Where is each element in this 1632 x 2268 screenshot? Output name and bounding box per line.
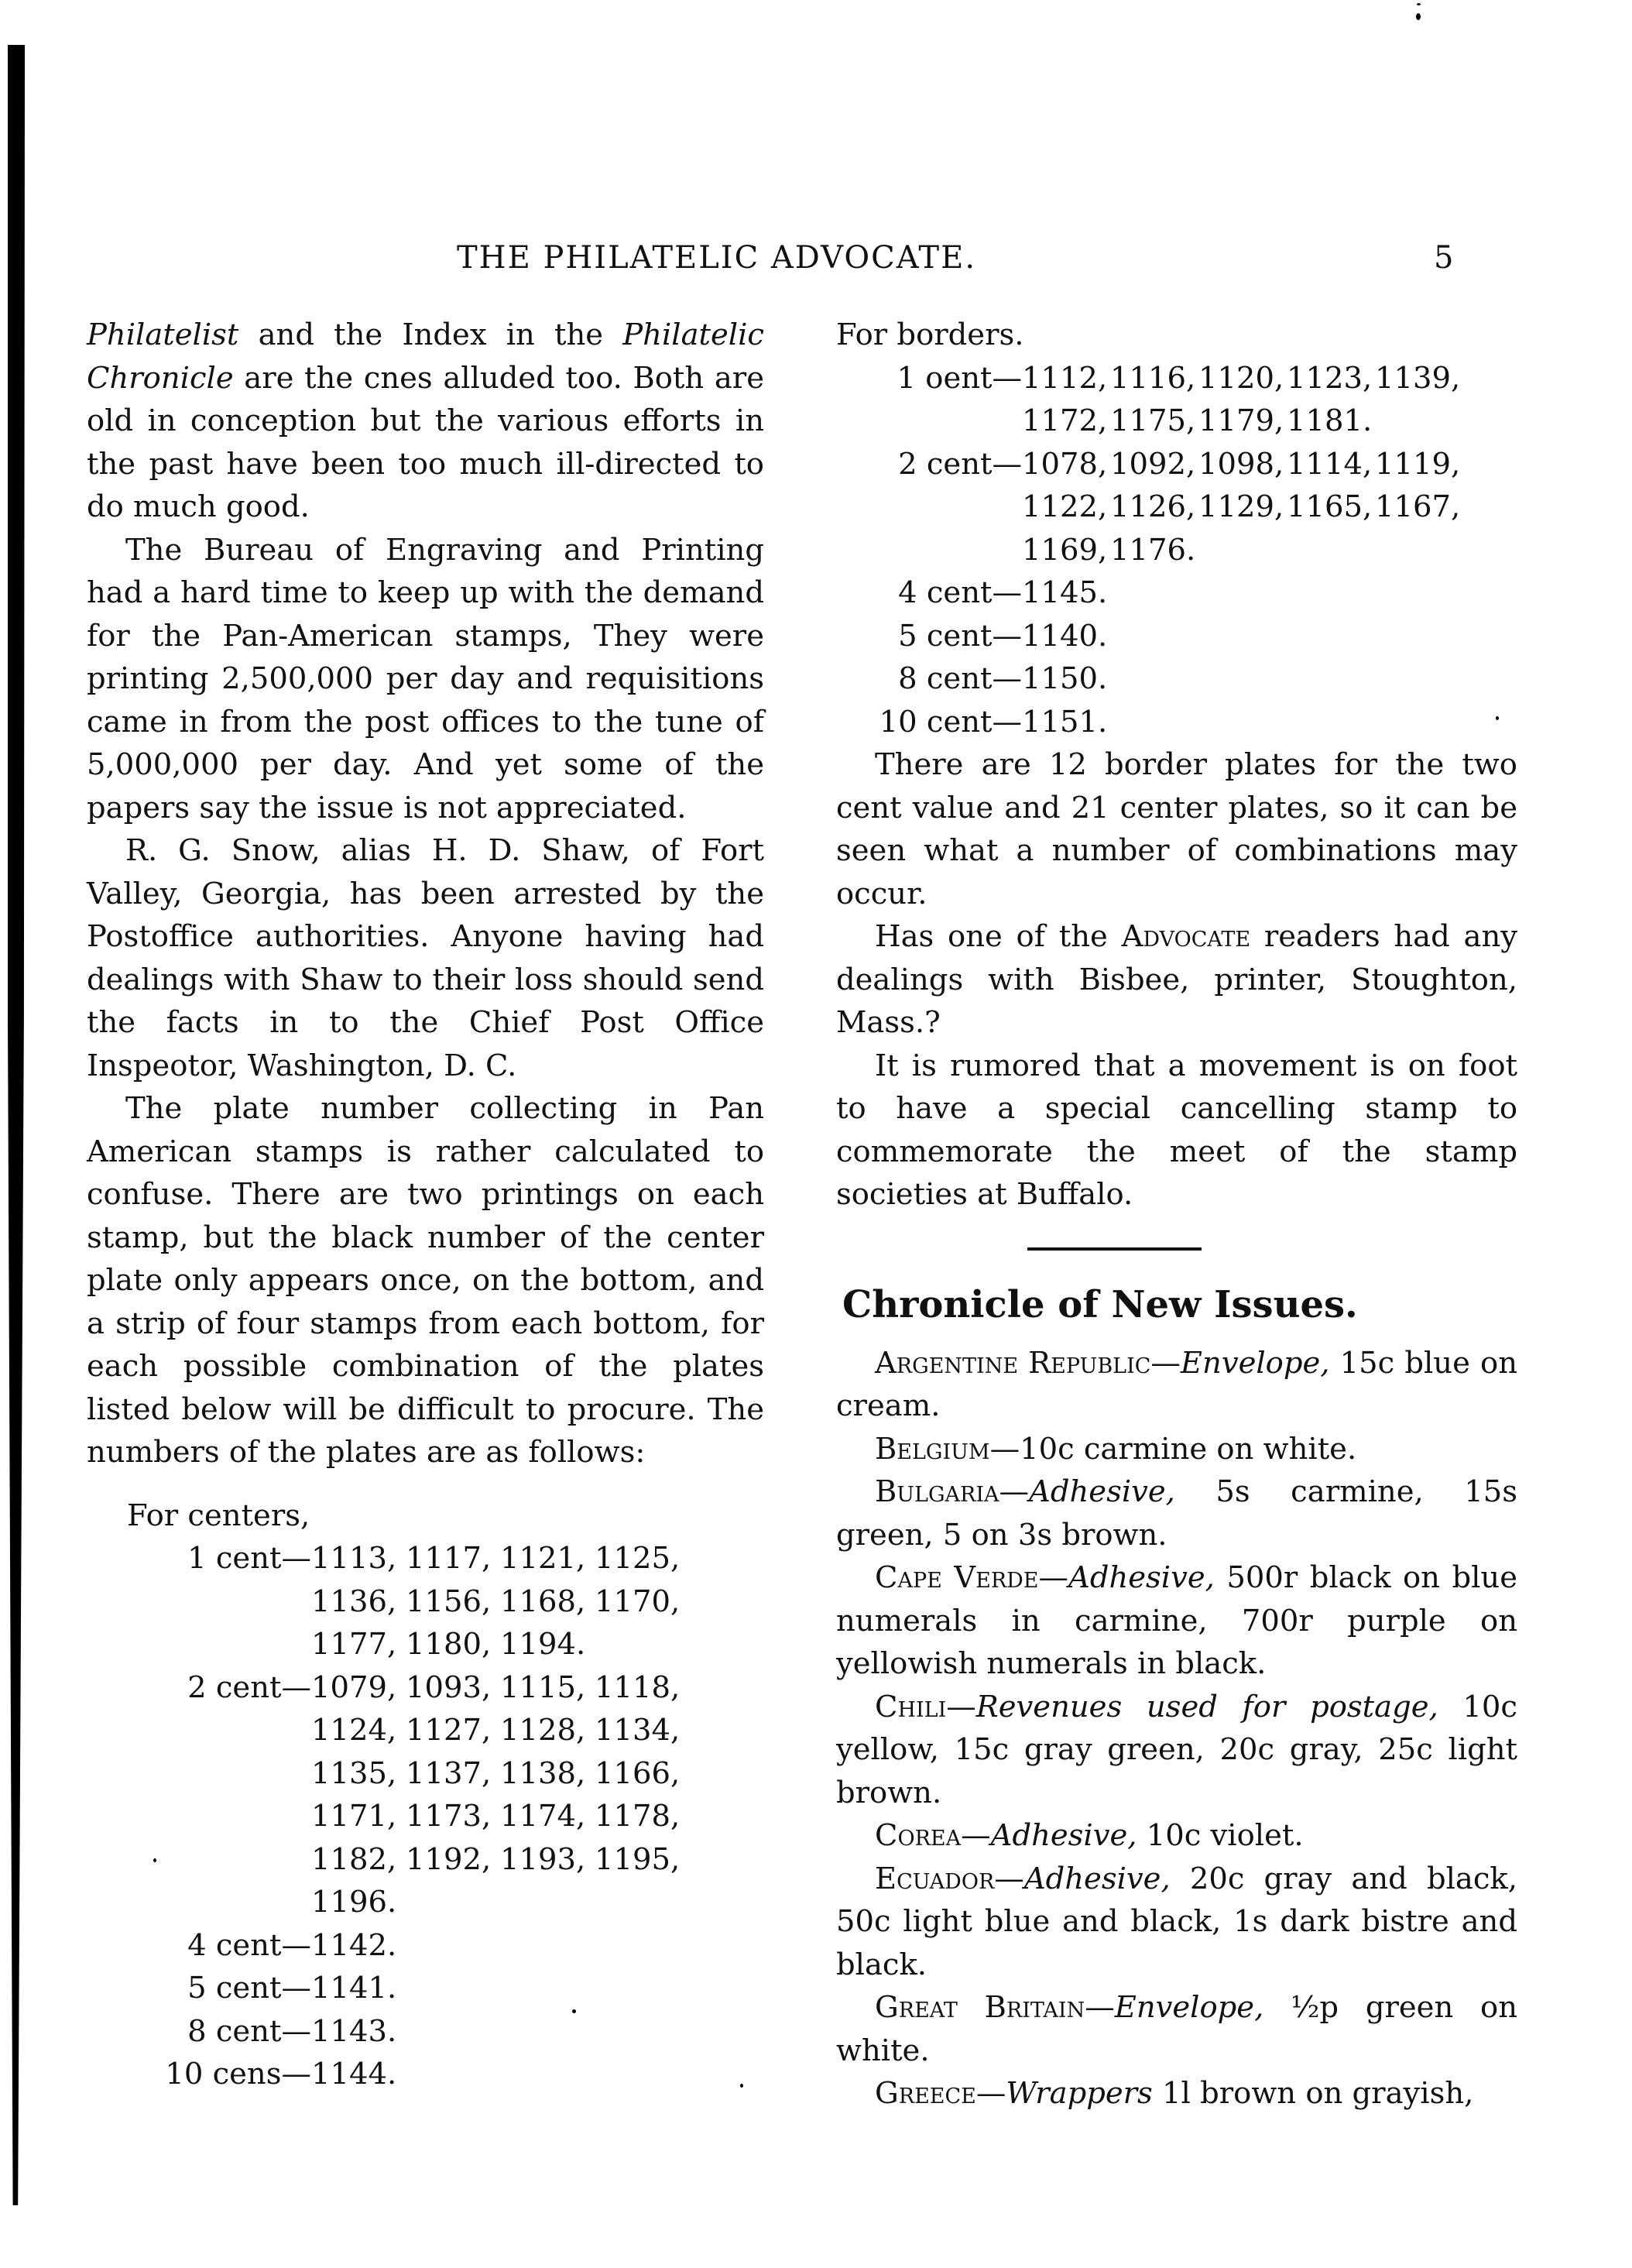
denomination-label: 8 cent— xyxy=(898,661,1022,696)
centers-heading: For centers, xyxy=(127,1498,310,1533)
page-number: 5 xyxy=(1434,240,1455,276)
plate-number: 1117, xyxy=(406,1541,492,1576)
issue-description: 10c carmine on white. xyxy=(1020,1431,1357,1467)
plate-number: 1116, xyxy=(1110,360,1196,396)
issue-description: 20c gray and black, 50c light blue and black, 1s dark bistre and black. xyxy=(836,1861,1517,1982)
plate-number: 1136, xyxy=(311,1583,397,1619)
denomination-label: 10 cent— xyxy=(879,704,1022,739)
plate-numbers xyxy=(1022,701,1517,744)
plate-number: 1181. xyxy=(1287,403,1373,438)
plate-number: 1135, xyxy=(311,1755,397,1791)
plate-numbers xyxy=(311,1537,764,1666)
issue-entry: Greece—Wrappers 1l brown on grayish, xyxy=(875,2076,1474,2111)
issue-description: 1l brown on grayish, xyxy=(1152,2076,1474,2111)
denomination-label: 2 cent— xyxy=(898,446,1022,482)
issue-entry: Great Britain—Envelope, ½p green on white. xyxy=(836,1990,1517,2068)
binding-edge-bar xyxy=(8,45,25,2205)
plate-number: 1143. xyxy=(311,2013,397,2049)
issue-entry: Ecuador—Adhesive, 20c gray and black, 50c light blue and black, 1s dark bistre and black. xyxy=(836,1861,1517,1982)
issue-description: 10c violet. xyxy=(1137,1818,1304,1853)
plate-number: 1167, xyxy=(1375,489,1461,524)
issue-type: Wrappers xyxy=(1006,2076,1153,2111)
plate-number: 1192, xyxy=(406,1841,492,1877)
plate-number: 1128, xyxy=(500,1713,586,1748)
plate-row xyxy=(836,657,1517,701)
plate-number: 1125, xyxy=(595,1541,681,1576)
denomination-label: 4 cent— xyxy=(898,575,1022,610)
plate-number: 1169, xyxy=(1022,532,1108,568)
paragraph-cancelling-stamp: It is rumored that a movement is on foot to have a special cancelling stamp to commemorate the meet of the stamp societies at Buffalo. xyxy=(836,1048,1517,1212)
plate-number: 1165, xyxy=(1287,489,1373,524)
plate-number: 1168, xyxy=(500,1583,586,1619)
section-title: Chronicle of New Issues. xyxy=(842,1282,1358,1326)
borders-rows xyxy=(836,357,1517,744)
italic-title: Philatelic Chronicle xyxy=(87,317,764,396)
plate-number: 1098, xyxy=(1198,446,1284,482)
plate-number: 1115, xyxy=(500,1669,586,1705)
journal-title: THE PHILATELIC ADVOCATE. xyxy=(457,240,977,276)
plate-number: 1175, xyxy=(1110,403,1196,438)
plate-number: 1121, xyxy=(500,1541,586,1576)
plate-row xyxy=(87,1537,764,1666)
denomination-label: 5 cent— xyxy=(187,1971,311,2006)
plate-row xyxy=(87,1666,764,1924)
plate-number: 1178, xyxy=(595,1799,681,1834)
plate-number: 1151. xyxy=(1022,704,1108,739)
issue-entry: Argentine Republic—Envelope, 15c blue on cream. xyxy=(836,1345,1517,1423)
plate-numbers xyxy=(1022,615,1517,658)
plate-number: 1193, xyxy=(500,1841,586,1877)
plate-number: 1166, xyxy=(595,1755,681,1791)
issue-entry: Bulgaria—Adhesive, 5s carmine, 15s green, 5 on 3s brown. xyxy=(836,1474,1517,1553)
plate-number: 1173, xyxy=(406,1799,492,1834)
country-name: Greece xyxy=(875,2076,976,2111)
issue-entry: Corea—Adhesive, 10c violet. xyxy=(875,1818,1304,1853)
issue-entry: Belgium—10c carmine on white. xyxy=(875,1431,1357,1467)
plate-number: 1172, xyxy=(1022,403,1108,438)
country-name: Bulgaria xyxy=(875,1474,999,1509)
plate-number: 1120, xyxy=(1198,360,1284,396)
paragraph-combinations: There are 12 border plates for the two cent value and 21 center plates, so it can be seen what a number of combinations may occur. xyxy=(836,747,1517,911)
borders-heading: For borders. xyxy=(836,317,1024,352)
country-name: Ecuador xyxy=(875,1861,995,1896)
country-name: Belgium xyxy=(875,1431,990,1467)
country-name: Chili xyxy=(875,1689,947,1724)
centers-rows xyxy=(87,1537,764,2096)
right-column xyxy=(836,314,1517,2115)
centers-list xyxy=(87,1494,764,2096)
plate-row xyxy=(836,571,1517,615)
plate-row xyxy=(836,357,1517,443)
denomination-label: 1 cent— xyxy=(187,1541,311,1576)
plate-row xyxy=(836,615,1517,658)
plate-number: 1139, xyxy=(1375,360,1461,396)
plate-number: 1150. xyxy=(1022,661,1108,696)
plate-number: 1141. xyxy=(311,1971,397,2006)
paragraph-bisbee: Has one of the Advocate readers had any dealings with Bisbee, printer, Stoughton, Mass.? xyxy=(836,919,1518,1040)
issue-type: Adhesive, xyxy=(990,1818,1137,1853)
paragraph-index-note: Philatelist and the Index in the Philatelic Chronicle are the cnes alluded too. Both are old in conception but the various efforts in the past have been too much ill-directed to do much good. xyxy=(87,317,764,524)
denomination-label: 10 cens— xyxy=(165,2057,311,2091)
plate-numbers xyxy=(1022,657,1517,701)
issue-type: Revenues used for postage, xyxy=(975,1689,1438,1724)
denomination-label: 5 cent— xyxy=(898,618,1022,654)
plate-number: 1134, xyxy=(595,1713,681,1748)
paragraph-arrest: R. G. Snow, alias H. D. Shaw, of Fort Valley, Georgia, has been arrested by the Postoffice authorities. Anyone having had dealings with Shaw to their loss should send the facts in to the Chief Post Office Inspeotor, Washington, D. C. xyxy=(87,833,764,1083)
plate-number: 1176. xyxy=(1110,532,1196,568)
plate-number: 1123, xyxy=(1287,360,1373,396)
corner-marks xyxy=(1415,3,1421,20)
left-column xyxy=(87,314,764,2096)
denomination-label: 8 cent— xyxy=(187,2013,311,2049)
plate-number: 1126, xyxy=(1110,489,1196,524)
plate-number: 1145. xyxy=(1022,575,1108,610)
new-issues-list xyxy=(836,1342,1517,2115)
plate-row xyxy=(836,701,1517,744)
paragraph-plate-numbers: The plate number collecting in Pan American stamps is rather calculated to confuse. There are two printings on each stamp, but the black number of the center plate only appears once, on the bottom, and a strip of four stamps from each bottom, for each possible combination of the plates listed below will be difficult to procure. The numbers of the plates are as follows: xyxy=(87,1091,764,1470)
plate-numbers xyxy=(1022,357,1517,443)
denomination-label: 4 cent— xyxy=(187,1927,311,1963)
country-name: Corea xyxy=(875,1818,962,1853)
issue-description: 15c blue on cream. xyxy=(836,1345,1517,1423)
plate-numbers xyxy=(1022,571,1517,615)
plate-number: 1114, xyxy=(1287,446,1373,482)
plate-number: 1137, xyxy=(406,1755,492,1791)
plate-numbers xyxy=(1022,443,1517,572)
plate-numbers xyxy=(311,2010,764,2054)
issue-type: Envelope, xyxy=(1180,1345,1330,1381)
plate-number: 1195, xyxy=(595,1841,681,1877)
plate-number: 1129, xyxy=(1198,489,1284,524)
issue-type: Envelope, xyxy=(1114,1990,1264,2025)
plate-row xyxy=(87,1924,764,1968)
denomination-label: 2 cent— xyxy=(187,1669,311,1705)
plate-number: 1119, xyxy=(1375,446,1461,482)
plate-number: 1180, xyxy=(406,1627,492,1662)
plate-number: 1112, xyxy=(1022,360,1108,396)
plate-numbers xyxy=(311,2053,764,2096)
issue-type: Adhesive, xyxy=(1023,1861,1171,1896)
plate-number: 1179, xyxy=(1198,403,1284,438)
plate-number: 1138, xyxy=(500,1755,586,1791)
plate-number: 1174, xyxy=(500,1799,586,1834)
plate-number: 1182, xyxy=(311,1841,397,1877)
plate-number: 1079, xyxy=(311,1669,397,1705)
italic-title: Philatelist xyxy=(87,317,239,352)
plate-number: 1196. xyxy=(311,1885,397,1920)
plate-number: 1177, xyxy=(311,1627,397,1662)
plate-row xyxy=(836,443,1517,572)
plate-number: 1140. xyxy=(1022,618,1108,654)
plate-numbers xyxy=(311,1967,764,2010)
plate-number: 1170, xyxy=(595,1583,681,1619)
plate-number: 1078, xyxy=(1022,446,1108,482)
plate-row xyxy=(87,1967,764,2010)
plate-row xyxy=(87,2010,764,2054)
issue-description: 10c yellow, 15c gray green, 20c gray, 25c light brown. xyxy=(836,1689,1517,1810)
plate-number: 1142. xyxy=(311,1927,397,1963)
plate-number: 1194. xyxy=(500,1627,586,1662)
plate-number: 1144. xyxy=(311,2057,397,2091)
plate-numbers xyxy=(311,1924,764,1968)
issue-description: ½p green on white. xyxy=(836,1990,1517,2068)
issue-description: 500r black on blue numerals in carmine, 700r purple on yellowish numerals in black. xyxy=(836,1560,1517,1681)
issue-entry: Cape Verde—Adhesive, 500r black on blue numerals in carmine, 700r purple on yellowish numerals in black. xyxy=(836,1560,1517,1681)
plate-number: 1156, xyxy=(406,1583,492,1619)
country-name: Cape Verde xyxy=(875,1560,1039,1595)
plate-numbers xyxy=(311,1666,764,1924)
section-divider xyxy=(1027,1247,1202,1251)
plate-number: 1124, xyxy=(311,1713,397,1748)
plate-number: 1092, xyxy=(1110,446,1196,482)
denomination-label: 1 oent— xyxy=(897,360,1022,396)
plate-number: 1118, xyxy=(595,1669,681,1705)
paragraph-bureau: The Bureau of Engraving and Printing had a hard time to keep up with the demand for the Pan-American stamps, They were printing 2,500,000 per day and requisitions came in from the post offices to the tune of 5,000,000 per day. And yet some of the papers say the issue is not appreciated. xyxy=(87,532,764,825)
plate-number: 1171, xyxy=(311,1799,397,1834)
plate-number: 1093, xyxy=(406,1669,492,1705)
country-name: Argentine Republic xyxy=(875,1345,1151,1381)
country-name: Great Britain xyxy=(875,1990,1085,2025)
plate-row xyxy=(87,2053,764,2096)
issue-type: Adhesive, xyxy=(1029,1474,1175,1509)
plate-number: 1122, xyxy=(1022,489,1108,524)
borders-list xyxy=(836,314,1517,743)
plate-number: 1113, xyxy=(311,1541,397,1576)
plate-number: 1127, xyxy=(406,1713,492,1748)
issue-entry: Chili—Revenues used for postage, 10c yellow, 15c gray green, 20c gray, 25c light brown. xyxy=(836,1689,1517,1810)
issue-description: 5s carmine, 15s green, 5 on 3s brown. xyxy=(836,1474,1517,1553)
issue-type: Adhesive, xyxy=(1068,1560,1215,1595)
